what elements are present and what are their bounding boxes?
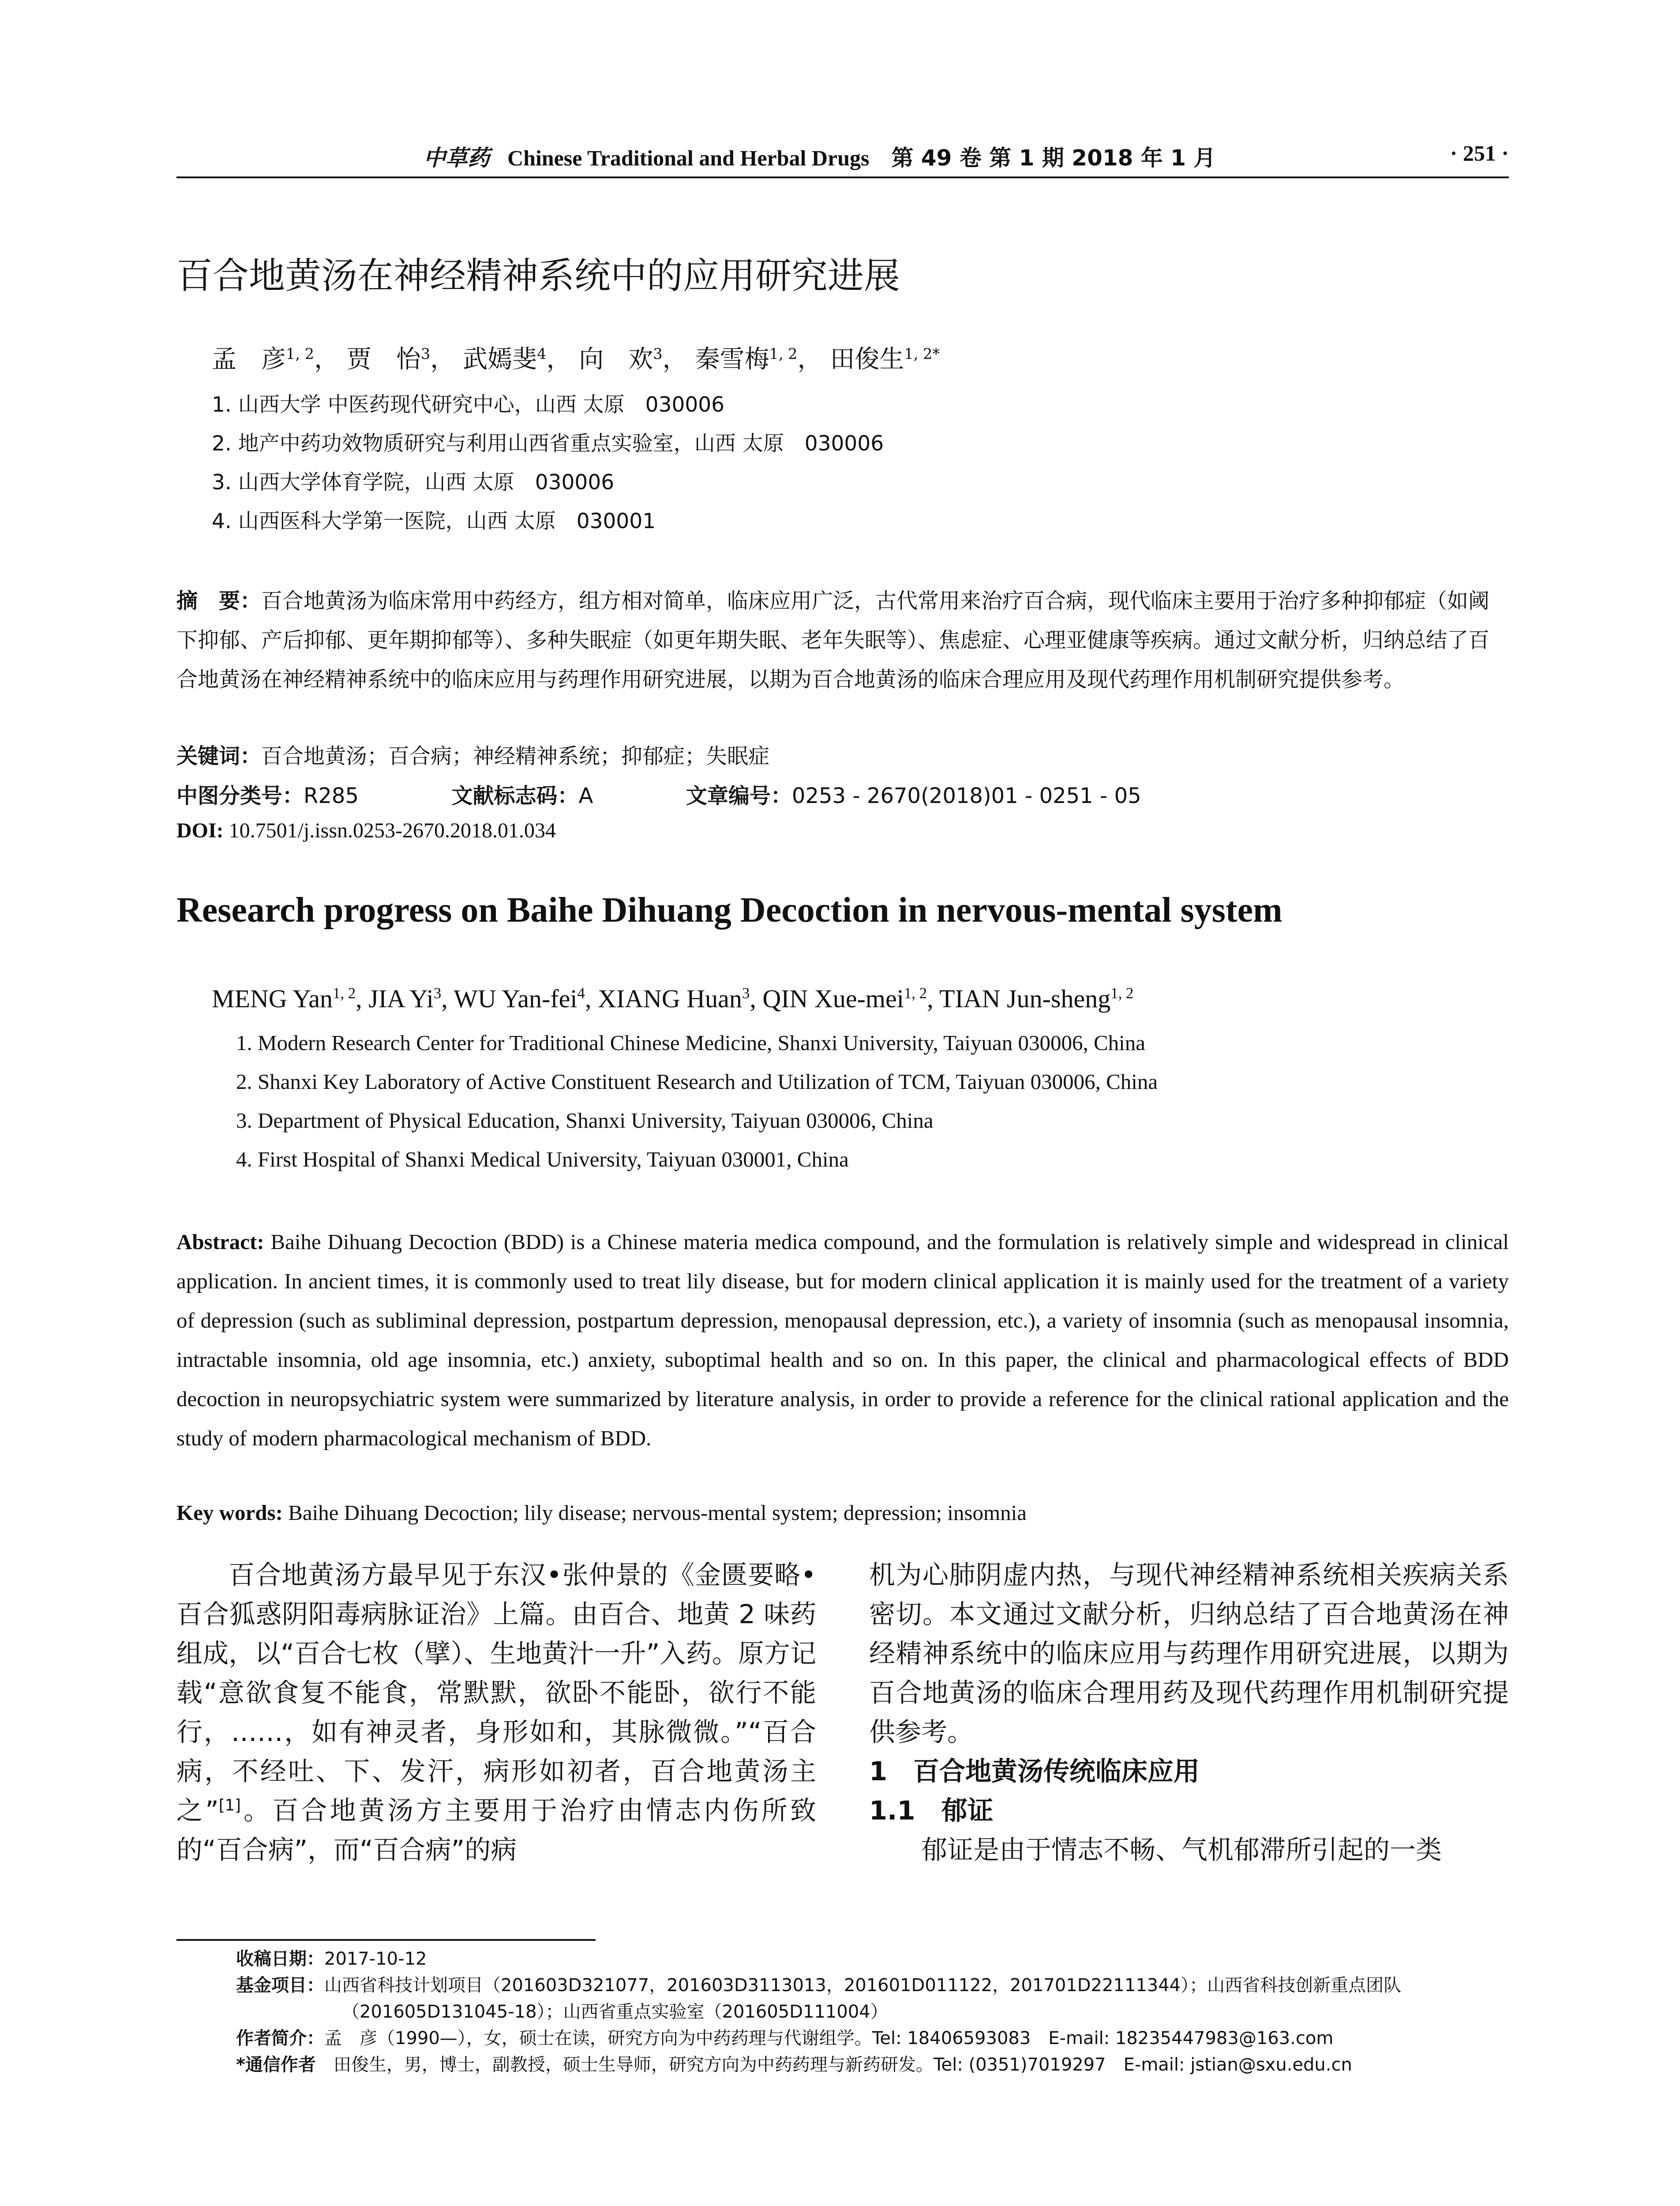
author-en: MENG Yan [212, 984, 333, 1013]
authors-cn: 孟 彦$^{1, 2}$， 贾 怡$^3$， 武嫣斐$^4$， 向 欢$^3$， 秦雪梅$^{1, 2}$， 田俊生$^{1, 2*}$ [212, 345, 940, 374]
authors-en: MENG Yan$^{1, 2}$, JIA Yi$^3$, WU Yan-fei$^4$, XIANG Huan$^3$, QIN Xue-mei$^{1, 2}$, TIAN Jun-sheng$^{1, 2}$ [212, 984, 1134, 1013]
doi-value: 10.7501/j.issn.0253-2670.2018.01.034 [229, 819, 556, 842]
author-aff: 4 [537, 345, 547, 363]
author-aff: 1, 2 [332, 984, 356, 1002]
header-divider [176, 176, 1509, 178]
body-paragraph: 郁证是由于情志不畅、气机郁滞所引起的一类 [921, 1835, 1442, 1865]
fund-text: 山西省科技计划项目（201603D321077，201603D3113013，201601D011122，201701D22111344）；山西省科技创新重点团队 [324, 1975, 1402, 1996]
body-column-right [869, 1555, 1509, 1869]
author-aff: 3 [433, 984, 442, 1002]
affiliation-cn-4: 4. 山西医科大学第一医院，山西 太原 030001 [212, 509, 656, 533]
author-cn: 孟 彦 [212, 345, 286, 374]
running-header [176, 140, 1509, 171]
body-text: 百合地黄汤方最早见于东汉•张仲景的《金匮要略•百合狐惑阴阳毒病脉证治》上篇。由百合、地黄 2 味药组成，以“百合七枚（擘）、生地黄汁一升”入药。原方记载“意欲食复不能食，常默默，欲卧不能卧，欲行不能行，……，如有神灵者，身形如和，其脉微微。”“百合病，不经吐、下、发汗，病形如初者，百合地黄汤主之” [176, 1560, 816, 1826]
footnote-received [236, 1946, 1507, 1972]
title-en: Research progress on Baihe Dihuang Decoction in nervous-mental system [176, 891, 1282, 930]
keywords-cn-label: 关键词： [176, 744, 262, 769]
fund-label: 基金项目： [236, 1975, 324, 1996]
body-paragraph [176, 1555, 816, 1869]
author-aff: 3 [420, 345, 431, 363]
author-aff: 4 [577, 984, 585, 1002]
doc-code-value: A [578, 784, 593, 808]
abstract-cn [176, 582, 1509, 699]
article-no-label: 文章编号： [686, 784, 792, 808]
abstract-cn-text: 百合地黄汤为临床常用中药经方，组方相对简单，临床应用广泛，古代常用来治疗百合病，现代临床主要用于治疗多种抑郁症（如阈下抑郁、产后抑郁、更年期抑郁等）、多种失眠症（如更年期失眠、老年失眠等）、焦虑症、心理亚健康等疾病。通过文献分析，归纳总结了百合地黄汤在神经精神系统中的临床应用与药理作用研究进展，以期为百合地黄汤的临床合理应用及现代药理作用机制研究提供参考。 [176, 589, 1490, 692]
abstract-en-label: Abstract: [176, 1230, 264, 1254]
author-cn: 武嫣斐 [463, 345, 537, 374]
author-aff: 1, 2 [1110, 984, 1134, 1002]
abstract-en-text: Baihe Dihuang Decoction (BDD) is a Chinese materia medica compound, and the formulation is relatively simple and widespread in clinical application. In ancient times, it is commonly used to treat lily disease, but for modern clinical application it is mainly used for the treatment of a variety of depression (such as subliminal depression, postpartum depression, menopausal depression, etc.), a variety of insomnia (such as menopausal insomnia, intractable insomnia, old age insomnia, etc.) anxiety, suboptimal health and so on. In this paper, the clinical and pharmacological effects of BDD decoction in neuropsychiatric system were summarized by literature analysis, in order to provide a reference for the clinical rational application and the study of modern pharmacological mechanism of BDD. [176, 1230, 1509, 1450]
author-en: WU Yan-fei [454, 984, 578, 1013]
affiliation-en-2: 2. Shanxi Key Laboratory of Active Constituent Research and Utilization of TCM, Taiyuan 030006, China [236, 1069, 1158, 1094]
corresponding-label: *通信作者 [236, 2055, 316, 2075]
author-cn: 贾 怡 [346, 345, 421, 374]
keywords-en-text: Baihe Dihuang Decoction; lily disease; nervous-mental system; depression; insomnia [288, 1501, 1027, 1525]
citation: [1] [218, 1796, 241, 1815]
title-cn: 百合地黄汤在神经精神系统中的应用研究进展 [176, 255, 900, 297]
footnote-corresponding [236, 2052, 1507, 2078]
issue-info: 第 49 卷 第 1 期 2018 年 1 月 [891, 145, 1216, 171]
author-en: JIA Yi [368, 984, 434, 1013]
author-aff: 1, 2 [769, 345, 798, 363]
author-en: QIN Xue-mei [762, 984, 904, 1013]
abstract-en [176, 1222, 1509, 1458]
clc-value: R285 [304, 784, 359, 808]
article-no-value: 0253 - 2670(2018)01 - 0251 - 05 [791, 784, 1141, 808]
author-aff: 1, 2 [904, 984, 927, 1002]
author-cn: 田俊生 [830, 345, 904, 374]
affiliation-en-3: 3. Department of Physical Education, Shanxi University, Taiyuan 030006, China [236, 1108, 934, 1133]
classification-line [176, 779, 1141, 809]
author-en: XIANG Huan [597, 984, 742, 1013]
corresponding-info: 田俊生，男，博士，副教授，硕士生导师，研究方向为中药药理与新药研发。Tel: (0351)7019297 E-mail: jstian@sxu.edu.cn [333, 2055, 1352, 2075]
footnotes [236, 1946, 1507, 2078]
journal-name-en: Chinese Traditional and Herbal Drugs [507, 146, 870, 170]
affiliation-en-4: 4. First Hospital of Shanxi Medical University, Taiyuan 030001, China [236, 1147, 849, 1171]
abstract-cn-label: 摘 要： [176, 589, 262, 613]
doi-line [176, 818, 556, 843]
author-aff: 3 [653, 345, 663, 363]
clc-label: 中图分类号： [176, 784, 304, 808]
affiliation-en-1: 1. Modern Research Center for Traditional Chinese Medicine, Shanxi University, Taiyuan 030006, China [236, 1031, 1146, 1055]
footnote-divider [176, 1939, 596, 1941]
section-heading: 1 百合地黄汤传统临床应用 [869, 1756, 1200, 1786]
keywords-en [176, 1500, 1027, 1525]
keywords-en-label: Key words: [176, 1501, 283, 1525]
affiliation-cn-2: 2. 地产中药功效物质研究与利用山西省重点实验室，山西 太原 030006 [212, 431, 884, 456]
author-aff: 1, 2* [904, 345, 940, 363]
author-bio-label: 作者简介： [236, 2028, 324, 2048]
header-journal-info [424, 140, 1215, 172]
keywords-cn [176, 739, 769, 769]
affiliation-cn-1: 1. 山西大学 中医药现代研究中心，山西 太原 030006 [212, 393, 725, 417]
affiliation-cn-3: 3. 山西大学体育学院，山西 太原 030006 [212, 470, 615, 495]
footnote-fund [236, 1972, 1507, 1999]
doi-label: DOI: [176, 819, 224, 842]
author-aff: 3 [742, 984, 750, 1002]
body-paragraph: 机为心肺阴虚内热，与现代神经精神系统相关疾病关系密切。本文通过文献分析，归纳总结了百合地黄汤在神经精神系统中的临床应用与药理作用研究进展，以期为百合地黄汤的临床合理用药及现代药理作用机制研究提供参考。 [869, 1560, 1509, 1747]
author-en: TIAN Jun-sheng [939, 984, 1111, 1013]
author-cn: 向 欢 [579, 345, 653, 374]
body-text: 。百合地黄汤方主要用于治疗由情志内伤所致的“百合病”，而“百合病”的病 [176, 1795, 816, 1865]
author-aff: 1, 2 [286, 345, 315, 363]
journal-name-cn: 中草药 [424, 145, 490, 171]
footnote-author [236, 2025, 1507, 2052]
body-column-left [176, 1555, 816, 1869]
keywords-cn-text: 百合地黄汤；百合病；神经精神系统；抑郁症；失眠症 [261, 744, 770, 769]
subsection-heading: 1.1 郁证 [869, 1795, 994, 1826]
author-cn: 秦雪梅 [695, 345, 769, 374]
page-number: · 251 · [1450, 141, 1509, 165]
received-label: 收稿日期： [236, 1949, 324, 1969]
doc-code-label: 文献标志码： [451, 784, 579, 808]
footnote-fund-cont: （201605D131045-18）；山西省重点实验室（201605D111004） [342, 2002, 888, 2022]
received-date: 2017-10-12 [324, 1949, 427, 1969]
author-bio: 孟 彦（1990—），女，硕士在读，研究方向为中药药理与代谢组学。Tel: 18406593083 E-mail: 18235447983@163.com [324, 2028, 1334, 2048]
